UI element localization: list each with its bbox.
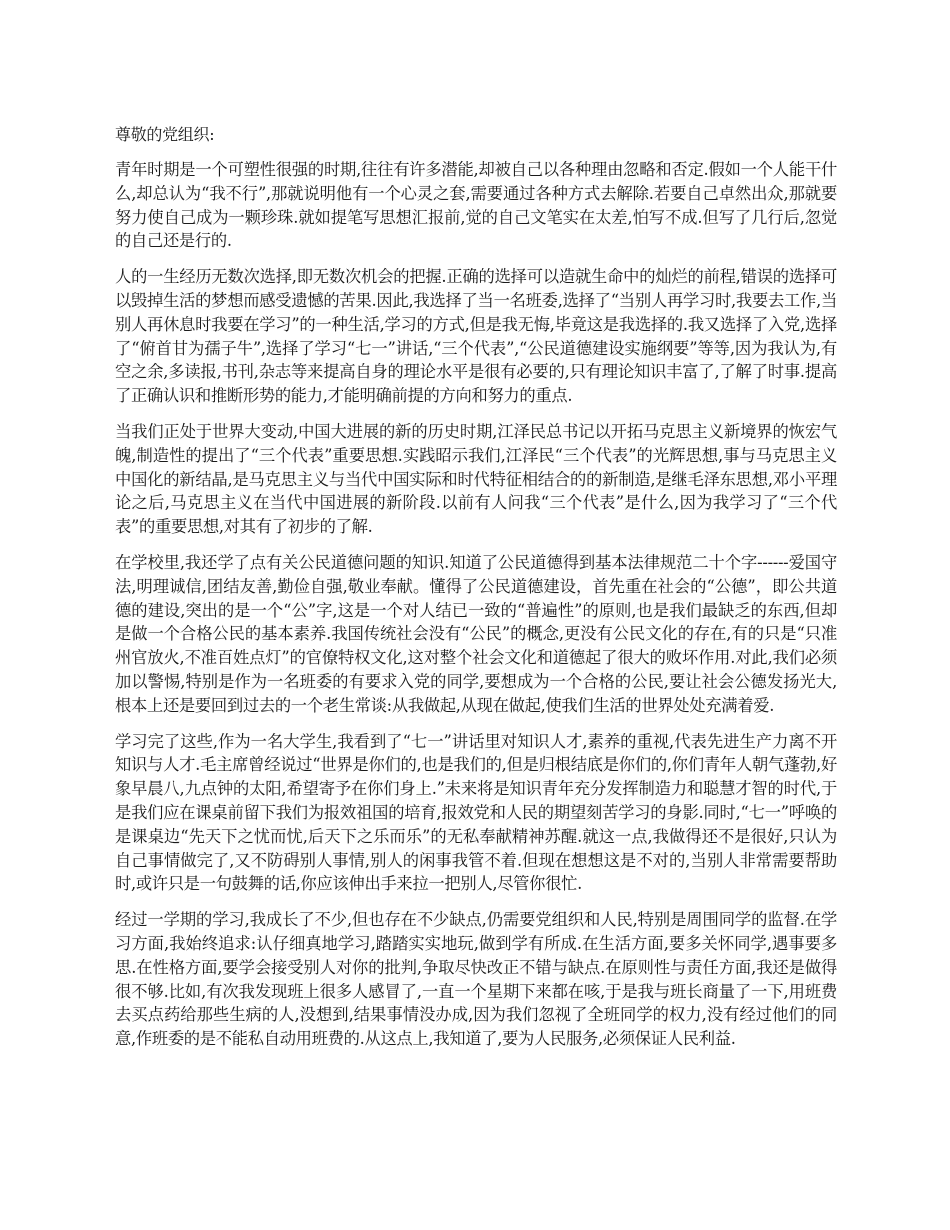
- salutation: 尊敬的党组织:: [115, 125, 215, 144]
- document-page: [115, 122, 837, 1063]
- paragraph-4: 在学校里,我还学了点有关公民道德问题的知识.知道了公民道德得到基本法律规范二十个字------爱国守法,明理诚信,团结友善,勤俭自强,敬业奉献。懂得了公民道德建设，首先重在社会的“公德”，即公共道德的建设,突出的是一个“公”字,这是一个对人结已一致的“普遍性”的原则,也是我们最缺乏的东西,但却是做一个合格公民的基本素养.我国传统社会没有“公民”的概念,更没有公民文化的存在,有的只是“只准州官放火,不准百姓点灯”的官僚特权文化,这对整个社会文化和道德起了很大的败坏作用.对此,我们必须加以警惕,特别是作为一名班委的有要求入党的同学,要想成为一个合格的公民,要让社会公德发扬光大,根本上还是要回到过去的一个老生常谈:从我做起,从现在做起,使我们生活的世界处处充满着爱.: [115, 552, 837, 715]
- paragraph-6: 经过一学期的学习,我成长了不少,但也存在不少缺点,仍需要党组织和人民,特别是周围同学的监督.在学习方面,我始终追求:认仔细真地学习,踏踏实实地玩,做到学有所成.在生活方面,要多关怀同学,遇事要多思.在性格方面,要学会接受别人对你的批判,争取尽快改正不错与缺点.在原则性与责任方面,我还是做得很不够.比如,有次我发现班上很多人感冒了,一直一个星期下来都在咳,于是我与班长商量了一下,用班费去买点药给那些生病的人,没想到,结果事情没办成,因为我们忽视了全班同学的权力,没有经过他们的同意,作班委的是不能私自动用班费的.从这点上,我知道了,要为人民服务,必须保证人民利益.: [115, 910, 837, 1049]
- paragraph-3: 当我们正处于世界大变动,中国大进展的新的历史时期,江泽民总书记以开拓马克思主义新境界的恢宏气魄,制造性的提出了“三个代表”重要思想.实践昭示我们,江泽民“三个代表”的光辉思想,事与马克思主义中国化的新结晶,是马克思主义与当代中国实际和时代特征相结合的的新制造,是继毛泽东思想,邓小平理论之后,马克思主义在当代中国进展的新阶段.以前有人问我“三个代表”是什么,因为我学习了“三个代表”的重要思想,对其有了初步的了解.: [115, 421, 837, 537]
- paragraph-1: 青年时期是一个可塑性很强的时期,往往有许多潜能,却被自己以各种理由忽略和否定.假如一个人能干什么,却总认为“我不行”,那就说明他有一个心灵之套,需要通过各种方式去解除.若要自己卓然出众,那就要努力使自己成为一颗珍珠.就如提笔写思想汇报前,觉的自己文笔实在太差,怕写不成.但写了几行后,忽觉的自己还是行的.: [115, 160, 837, 251]
- paragraph-5: 学习完了这些,作为一名大学生,我看到了“七一”讲话里对知识人才,素养的重视,代表先进生产力离不开知识与人才.毛主席曾经说过“世界是你们的,也是我们的,但是归根结底是你们的,你们青年人朝气蓬勃,好象早晨八,九点钟的太阳,希望寄予在你们身上.”未来将是知识青年充分发挥制造力和聪慧才智的时代,于是我们应在课桌前留下我们为报效祖国的培育,报效党和人民的期望刻苦学习的身影.同时,“七一”呼唤的是课桌边“先天下之忧而忧,后天下之乐而乐”的无私奉献精神苏醒.就这一点,我做得还不是很好,只认为自己事情做完了,又不防碍别人事情,别人的闲事我管不着.但现在想想这是不对的,当别人非常需要帮助时,或许只是一句鼓舞的话,你应该伸出手来拉一把别人,尽管你很忙.: [115, 731, 837, 894]
- paragraph-2: 人的一生经历无数次选择,即无数次机会的把握.正确的选择可以造就生命中的灿烂的前程,错误的选择可以毁掉生活的梦想而感受遗憾的苦果.因此,我选择了当一名班委,选择了“当别人再学习时,我要去工作,当别人再休息时我要在学习”的一种生活,学习的方式,但是我无悔,毕竟这是我选择的.我又选择了入党,选择了“俯首甘为孺子牛”,选择了学习“七一”讲话,“三个代表”,“公民道德建设实施纲要”等等,因为我认为,有空之余,多读报,书刊,杂志等来提高自身的理论水平是很有必要的,只有理论知识丰富了,了解了时事.提高了正确认识和推断形势的能力,才能明确前提的方向和努力的重点.: [115, 267, 837, 406]
